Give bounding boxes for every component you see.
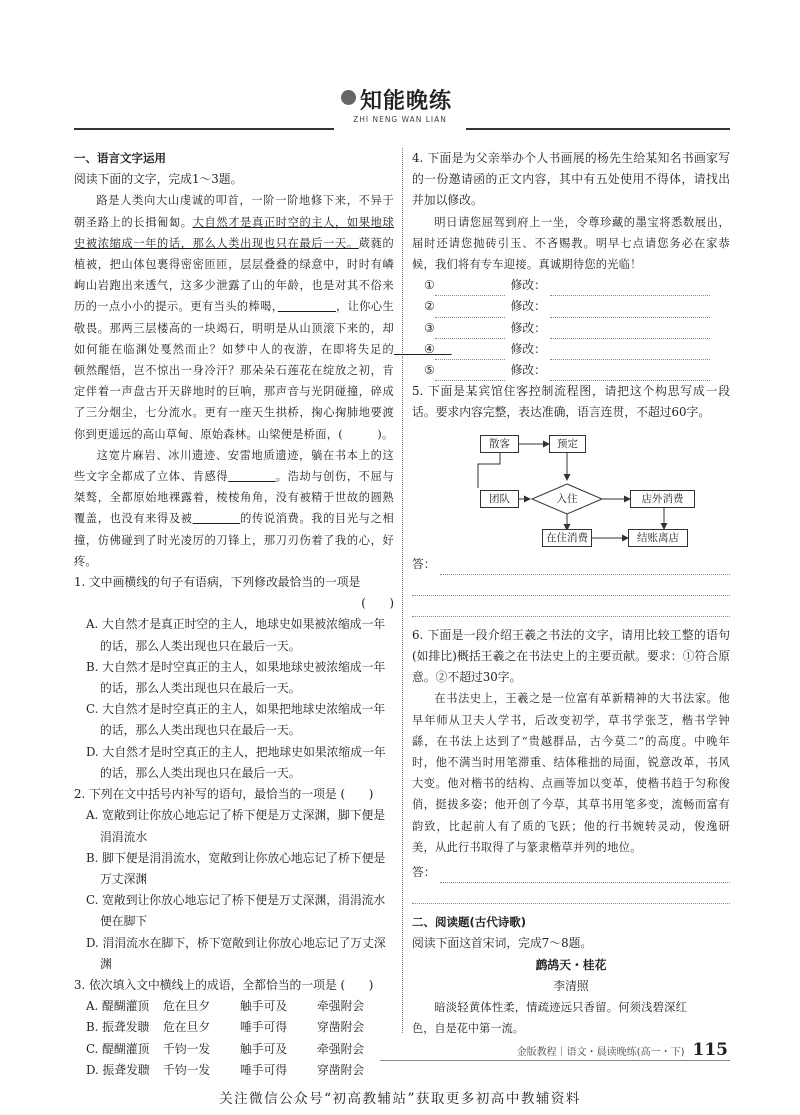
question-4-stem: 4. 下面是为父亲举办个人书画展的杨先生给某知名书画家写的一份邀请函的正文内容，其中有五处使用不得体，请找出并加以修改。	[412, 151, 730, 208]
question-2-option-a[interactable]: A. 宽敞到让你放心地忘记了桥下便是万丈深渊，脚下便是涓涓流水	[86, 808, 386, 844]
revision-fix-line[interactable]	[550, 303, 710, 318]
header-title: 知能晚练	[360, 89, 453, 114]
passage-text: 的传说消费。我	[240, 512, 324, 526]
passage-text: 这宽片麻岩、冰川遗迹、安雷地质遗迹，躺在书本上的	[96, 448, 383, 462]
answer-line[interactable]	[412, 575, 730, 596]
passage-text: 这些文字全都成了立体、肯感得	[74, 448, 394, 484]
flow-node-outside-spending: 店外消费	[630, 490, 695, 508]
question-5-answer[interactable]	[412, 554, 730, 575]
revision-original-line[interactable]	[435, 345, 505, 360]
flow-node-booking: 预定	[549, 435, 586, 453]
revision-fix-line[interactable]	[550, 281, 710, 296]
revision-row[interactable]	[424, 318, 730, 339]
option-cell: 触手可及	[240, 1041, 288, 1056]
option-cell: 危在旦夕	[163, 1020, 211, 1035]
revision-fix-line[interactable]	[550, 345, 710, 360]
hotel-flowchart	[412, 428, 730, 546]
revision-label: 修改：	[510, 320, 546, 335]
option-cell: B. 振聋发聩	[86, 1020, 150, 1035]
passage-text: 的目光与之相撞，仿佛碰到了时光凌厉的刀锋上，那刀刃	[74, 512, 394, 547]
section2-intro: 阅读下面这首宋词，完成7～8题。	[412, 936, 593, 951]
revision-row[interactable]	[424, 296, 730, 317]
revision-index: ③	[424, 320, 435, 335]
page-footer	[517, 1040, 728, 1060]
underlined-sentence: 如果地球史被浓缩成一年的话，那么人类出现也只在最后	[74, 215, 394, 250]
revision-fix-line[interactable]	[550, 366, 710, 381]
option-cell: 穿凿附会	[317, 1020, 365, 1035]
question-1-option-b[interactable]: B. 大自然才是时空真正的主人，如果地球史被浓缩成一年的话，那么人类出现也只在最后一天。	[86, 659, 386, 696]
invitation-letter: 明日请您屈驾到府上一坐，令尊珍藏的墨宝将悉数展出，届时还请您抛砖引玉、不吝赐教。明早七点请您务必在家恭候，我们将有专车迎接。真诚期待您的光临！	[412, 215, 730, 272]
poem-title: 鹧鸪天・桂花	[535, 957, 607, 972]
right-column	[412, 148, 730, 1040]
revision-index: ②	[424, 299, 435, 314]
passage-text: 更遥远的高山草甸、原始森林。山梁便是桥面，( )。	[96, 427, 394, 441]
left-column	[74, 148, 394, 1081]
option-cell: 千钧一发	[163, 1062, 211, 1077]
option-cell: 千钧一发	[163, 1041, 211, 1056]
underlined-sentence: 一天。	[323, 236, 359, 250]
flow-node-checkout: 结账离店	[628, 529, 688, 547]
question-1-stem: 1. 文中画横线的句子有语病，下列修改最恰当的一项是	[74, 575, 361, 590]
option-cell: C. 醍醐灌顶	[86, 1041, 150, 1056]
question-1-option-c[interactable]: C. 大自然才是时空真正的主人，如果把地球史浓缩成一年的话，那么人类出现也只在最后一天。	[86, 702, 386, 738]
column-divider	[402, 148, 403, 1033]
question-1-option-a[interactable]: A. 大自然才是真正时空的主人，地球史如果被浓缩成一年的话，那么人类出现也只在最后一天。	[86, 617, 386, 653]
question-2-stem: 2. 下列在文中括号内补写的语句，最恰当的一项是 ( )	[74, 787, 374, 802]
question-6-answer[interactable]	[412, 862, 730, 883]
section1-intro: 阅读下面的文字，完成1～3题。	[74, 172, 243, 187]
blank-1[interactable]	[278, 300, 336, 313]
passage-text: 异于朝圣路上的长揖匍匐。	[74, 194, 394, 229]
passage-text: 盘古开天辟地时的巨响，那声音与光阴碰撞，碎成了三分	[74, 385, 394, 420]
question-3-stem: 3. 依次填入文中横线上的成语，全都恰当的一项是 ( )	[74, 977, 374, 992]
question-1-paren[interactable]: ( )	[361, 596, 394, 611]
passage-text: 伤着了我的心，好疼。	[74, 533, 394, 568]
blank-4[interactable]	[193, 512, 240, 525]
question-3-option-d[interactable]	[86, 1060, 394, 1081]
passage-text: 葳蕤的植被，把山体包裹得密密匝匝，层层叠叠的	[74, 236, 394, 272]
revision-fix-line[interactable]	[550, 324, 710, 339]
revision-row[interactable]	[424, 360, 730, 381]
flow-node-inside-spending: 在住消费	[542, 529, 592, 547]
answer-line[interactable]	[440, 868, 730, 883]
passage-text: 。浩劫与创伤，	[275, 470, 359, 484]
passage-text: 顿然醒悟，岂不	[74, 364, 158, 378]
question-3-option-a[interactable]	[86, 996, 394, 1017]
passage-text: 路是人类向大山虔诚的叩首，一阶一阶地修下来，不	[96, 194, 371, 208]
passage-text: 不屈与桀骜，全都原始地裸露着，棱棱角角，没有被精于世	[74, 470, 394, 505]
flow-node-checkin: 入住	[556, 492, 578, 505]
section1-title: 一、语言文字运用	[74, 151, 166, 165]
page-header	[0, 84, 800, 134]
answer-label: 答：	[412, 556, 436, 571]
answer-line[interactable]	[440, 560, 730, 575]
revision-index: ④	[424, 341, 435, 356]
header-subtitle: ZHI NENG WAN LIAN	[353, 115, 447, 124]
revision-original-line[interactable]	[435, 324, 505, 339]
passage-text: 棒喝，	[248, 300, 278, 314]
underlined-sentence: 大自然才是真正时空的主人，	[192, 215, 347, 229]
header-rule-left	[74, 128, 334, 130]
question-3-option-c[interactable]	[86, 1039, 394, 1060]
poem-line: 色，自是花中第一流。	[412, 1022, 524, 1036]
revision-label: 修改：	[510, 299, 546, 314]
flow-node-group: 团队	[480, 490, 519, 508]
revision-row[interactable]	[424, 275, 730, 296]
flow-node-guest: 散客	[480, 435, 519, 453]
passage-text: ，让你心生敬畏。那两三层楼高的一块竭	[74, 300, 394, 335]
option-cell: 触手可及	[240, 999, 288, 1014]
passage-text: 如梦中人的夜游，在即将失足的	[222, 342, 395, 356]
revision-original-line[interactable]	[435, 281, 505, 296]
option-cell: 危在旦夕	[163, 999, 211, 1014]
blank-3[interactable]	[228, 470, 275, 483]
question-3-option-b[interactable]	[86, 1017, 394, 1038]
section2-title: 二、阅读题(古代诗歌)	[412, 915, 527, 930]
reading-passage	[74, 190, 394, 572]
revision-original-line[interactable]	[435, 366, 505, 381]
option-cell: D. 振聋发聩	[86, 1062, 150, 1077]
passage-text: 惊出一身冷汗？那朵朵石莲花在绽放之初，肯定伴着一声	[74, 364, 394, 399]
header-rule-right	[466, 128, 730, 130]
question-2-option-d[interactable]: D. 涓涓流水在脚下，桥下宽敞到让你放心地忘记了万丈深渊	[86, 935, 386, 971]
revision-label: 修改：	[510, 341, 546, 356]
bottom-note: 关注微信公众号“初高教辅站”获取更多初高中教辅资料	[219, 1091, 581, 1107]
revision-label: 修改：	[510, 278, 546, 293]
question-1-option-d[interactable]: D. 大自然才是时空真正的主人，把地球史如果浓缩成一年的话，那么人类出现也只在最后一天。	[86, 744, 386, 780]
footer-text: 金版教程｜语文・晨读晚练(高一・下)	[516, 1047, 685, 1058]
poem-line: 暗淡轻黄体性柔，情疏迹远只香留。何须浅碧深红	[434, 1001, 688, 1015]
passage-text: 绿意中，时时有嶙峋山岩跑出来透气，这多少泄露了山的	[74, 258, 394, 293]
page-number: 115	[692, 1040, 728, 1060]
revision-index: ⑤	[424, 363, 435, 378]
question-2-option-c[interactable]: C. 宽敞到让你放心地忘记了桥下便是万丈深渊，涓涓流水便在脚下	[86, 893, 386, 929]
revision-original-line[interactable]	[435, 303, 505, 318]
passage-text: 烟尘，七分流水。更有一座天生拱桥，掬心掬肺地要渡你到	[74, 406, 395, 441]
passage-text: 石，明明是从山顶滚下来的，却如何能在临渊处戛然而止？	[74, 321, 395, 356]
question-2-option-b[interactable]: B. 脚下便是涓涓流水，宽敞到让你放心地忘记了桥下便是万丈深渊	[86, 850, 386, 886]
footer-rule	[380, 1060, 730, 1061]
calligraphy-passage: 在书法史上，王羲之是一位富有革新精神的大书法家。他早年师从卫夫人学书，后改变初学，草书学张芝，楷书学钟繇，在书法上达到了“贵越群品，古今莫二”的高度。中晚年时，他不满当时用笔滞重、结体稚拙的局面，锐意改革，书风大变。他对楷书的结构、点画等加以变革，使楷书趋于匀称俊俏，挺拔多姿；他开创了今草，其草书用笔多变，流畅而富有韵致，比起前人有了质的飞跃；他的行书婉转灵动，俊逸研美，从此行书取得了与篆隶楷草并列的地位。	[412, 692, 730, 854]
answer-label: 答：	[412, 865, 436, 880]
revision-index: ①	[424, 278, 435, 293]
option-cell: 穿凿附会	[317, 1062, 365, 1077]
option-cell: 牵强附会	[317, 999, 365, 1014]
poem-author: 李清照	[553, 978, 589, 993]
option-cell: A. 醍醐灌顶	[86, 999, 150, 1014]
revision-row[interactable]	[424, 339, 730, 360]
answer-line[interactable]	[412, 596, 730, 617]
option-cell: 牵强附会	[317, 1041, 365, 1056]
passage-text: 故的圆熟覆盖，也没有来得及被	[74, 491, 395, 526]
answer-line[interactable]	[412, 883, 730, 904]
option-cell: 唾手可得	[240, 1062, 288, 1077]
question-6-stem: 6. 下面是一段介绍王羲之书法的文字，请用比较工整的语句(如排比)概括王羲之在书法史上的主要贡献。要求：①符合原意。②不超过30字。	[412, 627, 730, 685]
logo-mark-icon	[341, 90, 356, 105]
passage-text: 年龄，也是对其不俗来历的一点小小的提示。更有当头的	[74, 279, 394, 314]
revision-label: 修改：	[510, 363, 546, 378]
option-cell: 唾手可得	[240, 1020, 288, 1035]
question-5-stem: 5. 下面是某宾馆住客控制流程图，请把这个构思写成一段话。要求内容完整，表达准确，语言连贯，不超过60字。	[412, 384, 730, 420]
